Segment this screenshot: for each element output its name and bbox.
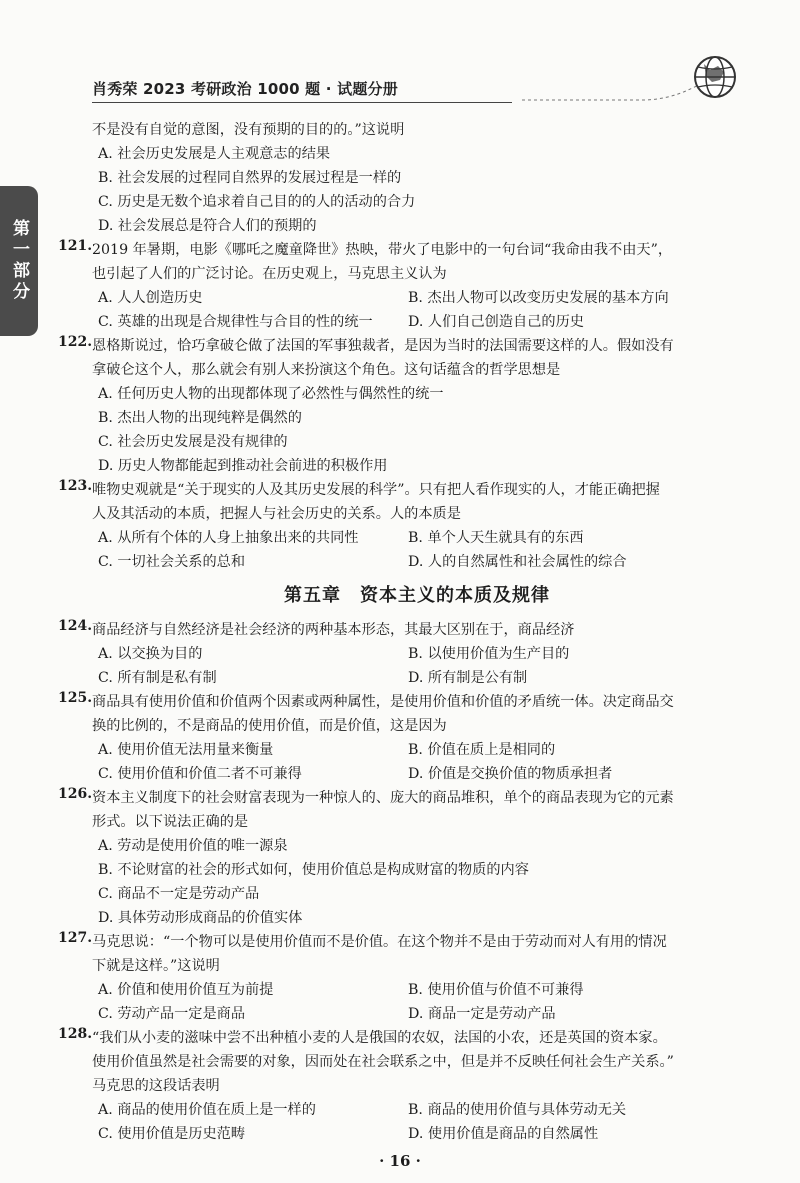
question-text: 形式。以下说法正确的是 [92,814,249,830]
option: A. 价值和使用价值互为前提 [98,982,274,998]
question-text: 使用价值虽然是社会需要的对象，因而处在社会联系之中，但是并不反映任何社会生产关系。” [92,1054,674,1070]
question-121 [58,238,742,334]
option: C. 英雄的出现是合规律性与合目的性的统一 [98,314,373,330]
question-127 [58,930,742,1026]
question-text: 资本主义制度下的社会财富表现为一种惊人的、庞大的商品堆积，单个的商品表现为它的元素 [92,790,674,806]
question-number: 124. [58,618,93,634]
option: C. 社会历史发展是没有规律的 [98,434,288,450]
question-text: “我们从小麦的滋味中尝不出种植小麦的人是俄国的农奴，法国的小农，还是英国的资本家。 [92,1030,667,1046]
globe-icon [690,52,740,102]
option: A. 人人创造历史 [98,290,203,306]
chapter-heading: 第五章 资本主义的本质及规律 [284,585,550,606]
question-number: 122. [58,334,93,350]
option: C. 一切社会关系的总和 [98,554,246,570]
option: D. 社会发展总是符合人们的预期的 [98,218,317,234]
option: A. 从所有个体的人身上抽象出来的共同性 [98,530,359,546]
option: B. 杰出人物的出现纯粹是偶然的 [98,410,302,426]
question-text: 也引起了人们的广泛讨论。在历史观上，马克思主义认为 [92,266,447,282]
option: B. 不论财富的社会的形式如何，使用价值总是构成财富的物质的内容 [98,862,529,878]
question-text: 下就是这样。”这说明 [92,958,220,974]
option: D. 历史人物都能起到推动社会前进的积极作用 [98,458,388,474]
question-text: 商品经济与自然经济是社会经济的两种基本形态，其最大区别在于，商品经济 [92,622,575,638]
question-text: 换的比例的，不是商品的使用价值，而是价值，这是因为 [92,718,447,734]
option: B. 价值在质上是相同的 [408,742,556,758]
option: C. 所有制是私有制 [98,670,217,686]
option: D. 所有制是公有制 [408,670,528,686]
question-text: 马克思的这段话表明 [92,1078,220,1094]
question-text: 2019 年暑期，电影《哪吒之魔童降世》热映，带火了电影中的一句台词“我命由我不由天”， [92,242,673,258]
question-number: 123. [58,478,93,494]
option: D. 商品一定是劳动产品 [408,1006,556,1022]
option: D. 使用价值是商品的自然属性 [408,1126,599,1142]
question-128 [58,1026,742,1146]
page-content [58,118,742,1146]
question-number: 121. [58,238,93,254]
option: A. 任何历史人物的出现都体现了必然性与偶然性的统一 [98,386,444,402]
option: C. 使用价值和价值二者不可兼得 [98,766,302,782]
option: A. 劳动是使用价值的唯一源泉 [98,838,288,854]
option: A. 以交换为目的 [98,646,203,662]
question-number: 126. [58,786,93,802]
option: C. 历史是无数个追求着自己目的的人的活动的合力 [98,194,416,210]
question-text: 恩格斯说过，恰巧拿破仑做了法国的军事独裁者，是因为当时的法国需要这样的人。假如没有 [92,338,674,354]
option: B. 以使用价值为生产目的 [408,646,570,662]
question-text: 马克思说：“一个物可以是使用价值而不是价值。在这个物并不是由于劳动而对人有用的情况 [92,934,667,950]
question-number: 128. [58,1026,93,1042]
question-text: 人及其活动的本质，把握人与社会历史的关系。人的本质是 [92,506,461,522]
question-number: 127. [58,930,93,946]
header-dashed-curve [522,82,702,102]
option: B. 使用价值与价值不可兼得 [408,982,584,998]
option: A. 使用价值无法用量来衡量 [98,742,274,758]
option: C. 劳动产品一定是商品 [98,1006,246,1022]
option: B. 社会发展的过程同自然界的发展过程是一样的 [98,170,402,186]
question-126 [58,786,742,930]
question-123 [58,478,742,574]
question-122 [58,334,742,478]
option: C. 商品不一定是劳动产品 [98,886,260,902]
question-125 [58,690,742,786]
question-intro-continued [92,118,742,238]
option: D. 人的自然属性和社会属性的综合 [408,554,627,570]
option: D. 具体劳动形成商品的价值实体 [98,910,303,926]
header-title: 肖秀荣 2023 考研政治 1000 题 · 试题分册 [92,80,398,98]
option: B. 商品的使用价值与具体劳动无关 [408,1102,627,1118]
question-124 [58,618,742,690]
page-header [92,78,692,104]
option: C. 使用价值是历史范畴 [98,1126,246,1142]
header-rule [92,102,512,103]
question-text: 拿破仑这个人，那么就会有别人来扮演这个角色。这句话蕴含的哲学思想是 [92,362,561,378]
option: B. 杰出人物可以改变历史发展的基本方向 [408,290,669,306]
question-text: 唯物史观就是“关于现实的人及其历史发展的科学”。只有把人看作现实的人，才能正确把握 [92,482,660,498]
page-number: · 16 · [379,1152,421,1170]
option: A. 社会历史发展是人主观意志的结果 [98,146,331,162]
question-text: 不是没有自觉的意图，没有预期的目的的。”这说明 [92,122,405,138]
option: B. 单个人天生就具有的东西 [408,530,584,546]
question-text: 商品具有使用价值和价值两个因素或两种属性，是使用价值和价值的矛盾统一体。决定商品交 [92,694,674,710]
section-side-tab [0,186,38,336]
option: D. 价值是交换价值的物质承担者 [408,766,613,782]
option: D. 人们自己创造自己的历史 [408,314,584,330]
side-tab-label: 第一部分 [9,219,29,303]
question-number: 125. [58,690,93,706]
option: A. 商品的使用价值在质上是一样的 [98,1102,316,1118]
